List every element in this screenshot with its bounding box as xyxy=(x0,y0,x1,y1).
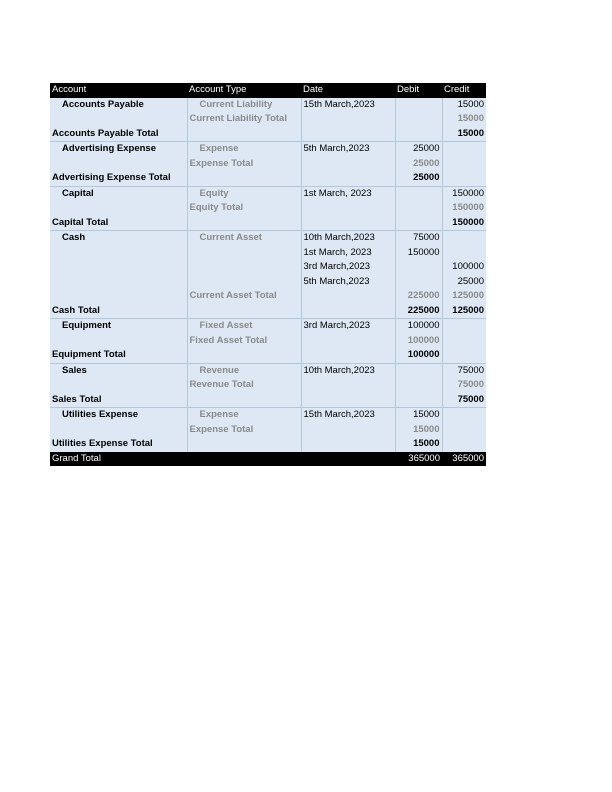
entry-date: 10th March,2023 xyxy=(301,231,395,246)
type-total-debit xyxy=(395,378,442,393)
type-total-credit: 75000 xyxy=(442,378,486,393)
account-type: Expense xyxy=(187,408,301,423)
entry-credit: 100000 xyxy=(442,260,486,275)
account-total-date-empty xyxy=(301,171,395,186)
type-subtotal-row xyxy=(50,423,486,438)
account-name xyxy=(50,246,187,261)
type-subtotal-row xyxy=(50,289,486,304)
entry-debit: 25000 xyxy=(395,142,442,157)
entry-debit xyxy=(395,186,442,201)
account-total-label: Capital Total xyxy=(50,216,187,231)
table-row xyxy=(50,260,486,275)
entry-date: 15th March,2023 xyxy=(301,98,395,113)
type-total-label: Revenue Total xyxy=(187,378,301,393)
type-total-credit: 125000 xyxy=(442,289,486,304)
account-name-empty xyxy=(50,112,187,127)
header-date: Date xyxy=(301,83,395,98)
type-subtotal-row xyxy=(50,157,486,172)
account-total-label: Equipment Total xyxy=(50,348,187,363)
grand-total-empty-type xyxy=(187,452,301,467)
header-debit: Debit xyxy=(395,83,442,98)
entry-date: 5th March,2023 xyxy=(301,142,395,157)
entry-credit: 75000 xyxy=(442,363,486,378)
table-row xyxy=(50,246,486,261)
entry-date: 3rd March,2023 xyxy=(301,319,395,334)
entry-credit xyxy=(442,246,486,261)
type-total-date-empty xyxy=(301,289,395,304)
account-total-credit: 75000 xyxy=(442,393,486,408)
type-total-debit: 100000 xyxy=(395,334,442,349)
account-total-label: Cash Total xyxy=(50,304,187,319)
type-subtotal-row xyxy=(50,378,486,393)
account-total-label: Utilities Expense Total xyxy=(50,437,187,452)
account-type: Fixed Asset xyxy=(187,319,301,334)
account-total-type-empty xyxy=(187,393,301,408)
type-total-credit xyxy=(442,334,486,349)
header-account-type: Account Type xyxy=(187,83,301,98)
account-name: Utilities Expense xyxy=(50,408,187,423)
entry-debit xyxy=(395,260,442,275)
account-name: Sales xyxy=(50,363,187,378)
entry-credit: 15000 xyxy=(442,98,486,113)
type-total-date-empty xyxy=(301,157,395,172)
type-total-date-empty xyxy=(301,334,395,349)
account-type: Expense xyxy=(187,142,301,157)
account-total-credit: 150000 xyxy=(442,216,486,231)
account-total-credit xyxy=(442,348,486,363)
account-total-debit xyxy=(395,216,442,231)
account-total-type-empty xyxy=(187,348,301,363)
entry-date: 15th March,2023 xyxy=(301,408,395,423)
account-total-credit xyxy=(442,171,486,186)
type-total-date-empty xyxy=(301,112,395,127)
entry-debit: 15000 xyxy=(395,408,442,423)
entry-debit xyxy=(395,363,442,378)
entry-debit xyxy=(395,98,442,113)
account-total-label: Accounts Payable Total xyxy=(50,127,187,142)
entry-date: 5th March,2023 xyxy=(301,275,395,290)
account-total-row xyxy=(50,393,486,408)
account-type xyxy=(187,260,301,275)
grand-total-debit: 365000 xyxy=(395,452,442,467)
type-total-date-empty xyxy=(301,201,395,216)
account-total-row xyxy=(50,348,486,363)
account-name-empty xyxy=(50,201,187,216)
type-total-debit: 225000 xyxy=(395,289,442,304)
entry-credit xyxy=(442,142,486,157)
entry-debit: 150000 xyxy=(395,246,442,261)
type-total-label: Current Liability Total xyxy=(187,112,301,127)
header-account: Account xyxy=(50,83,187,98)
type-subtotal-row xyxy=(50,201,486,216)
account-total-credit: 15000 xyxy=(442,127,486,142)
table-row xyxy=(50,98,486,113)
account-total-date-empty xyxy=(301,216,395,231)
header-credit: Credit xyxy=(442,83,486,98)
account-total-credit: 125000 xyxy=(442,304,486,319)
account-total-row xyxy=(50,216,486,231)
account-total-type-empty xyxy=(187,171,301,186)
type-total-label: Current Asset Total xyxy=(187,289,301,304)
type-total-label: Expense Total xyxy=(187,423,301,438)
account-total-type-empty xyxy=(187,216,301,231)
table-row xyxy=(50,186,486,201)
account-name-empty xyxy=(50,423,187,438)
account-total-row xyxy=(50,437,486,452)
account-type xyxy=(187,275,301,290)
entry-date: 10th March,2023 xyxy=(301,363,395,378)
account-total-date-empty xyxy=(301,437,395,452)
grand-total-credit: 365000 xyxy=(442,452,486,467)
table-row xyxy=(50,319,486,334)
account-total-type-empty xyxy=(187,437,301,452)
pivot-table xyxy=(50,83,486,466)
account-name: Accounts Payable xyxy=(50,98,187,113)
entry-credit xyxy=(442,231,486,246)
pivot-body xyxy=(50,98,486,452)
account-total-date-empty xyxy=(301,304,395,319)
entry-credit: 150000 xyxy=(442,186,486,201)
type-total-label: Expense Total xyxy=(187,157,301,172)
table-row xyxy=(50,363,486,378)
account-name: Advertising Expense xyxy=(50,142,187,157)
account-total-credit xyxy=(442,437,486,452)
type-subtotal-row xyxy=(50,334,486,349)
account-name xyxy=(50,275,187,290)
account-total-type-empty xyxy=(187,304,301,319)
type-total-credit xyxy=(442,423,486,438)
entry-date: 1st March, 2023 xyxy=(301,186,395,201)
account-total-date-empty xyxy=(301,348,395,363)
account-total-debit xyxy=(395,393,442,408)
account-total-row xyxy=(50,171,486,186)
account-total-debit: 15000 xyxy=(395,437,442,452)
table-row xyxy=(50,408,486,423)
account-total-debit xyxy=(395,127,442,142)
account-total-debit: 100000 xyxy=(395,348,442,363)
account-name: Cash xyxy=(50,231,187,246)
table-row xyxy=(50,142,486,157)
grand-total-row xyxy=(50,452,486,467)
account-total-debit: 25000 xyxy=(395,171,442,186)
account-total-date-empty xyxy=(301,127,395,142)
account-type: Equity xyxy=(187,186,301,201)
account-total-date-empty xyxy=(301,393,395,408)
table-row xyxy=(50,231,486,246)
type-total-label: Equity Total xyxy=(187,201,301,216)
entry-debit: 75000 xyxy=(395,231,442,246)
account-name xyxy=(50,260,187,275)
type-total-date-empty xyxy=(301,378,395,393)
account-total-debit: 225000 xyxy=(395,304,442,319)
type-total-credit: 150000 xyxy=(442,201,486,216)
header-row xyxy=(50,83,486,98)
type-total-credit: 15000 xyxy=(442,112,486,127)
type-total-debit: 25000 xyxy=(395,157,442,172)
account-type: Current Liability xyxy=(187,98,301,113)
type-subtotal-row xyxy=(50,112,486,127)
entry-credit xyxy=(442,319,486,334)
account-name: Capital xyxy=(50,186,187,201)
account-total-label: Sales Total xyxy=(50,393,187,408)
account-name-empty xyxy=(50,334,187,349)
account-total-type-empty xyxy=(187,127,301,142)
table-row xyxy=(50,275,486,290)
account-name-empty xyxy=(50,157,187,172)
entry-credit xyxy=(442,408,486,423)
account-total-row xyxy=(50,304,486,319)
account-total-label: Advertising Expense Total xyxy=(50,171,187,186)
entry-debit xyxy=(395,275,442,290)
type-total-date-empty xyxy=(301,423,395,438)
entry-credit: 25000 xyxy=(442,275,486,290)
account-name-empty xyxy=(50,378,187,393)
type-total-debit xyxy=(395,112,442,127)
type-total-debit xyxy=(395,201,442,216)
type-total-label: Fixed Asset Total xyxy=(187,334,301,349)
grand-total-empty-date xyxy=(301,452,395,467)
type-total-credit xyxy=(442,157,486,172)
grand-total-label: Grand Total xyxy=(50,452,187,467)
account-name: Equipment xyxy=(50,319,187,334)
account-total-row xyxy=(50,127,486,142)
entry-date: 1st March, 2023 xyxy=(301,246,395,261)
account-type xyxy=(187,246,301,261)
entry-debit: 100000 xyxy=(395,319,442,334)
account-type: Revenue xyxy=(187,363,301,378)
type-total-debit: 15000 xyxy=(395,423,442,438)
account-name-empty xyxy=(50,289,187,304)
entry-date: 3rd March,2023 xyxy=(301,260,395,275)
account-type: Current Asset xyxy=(187,231,301,246)
